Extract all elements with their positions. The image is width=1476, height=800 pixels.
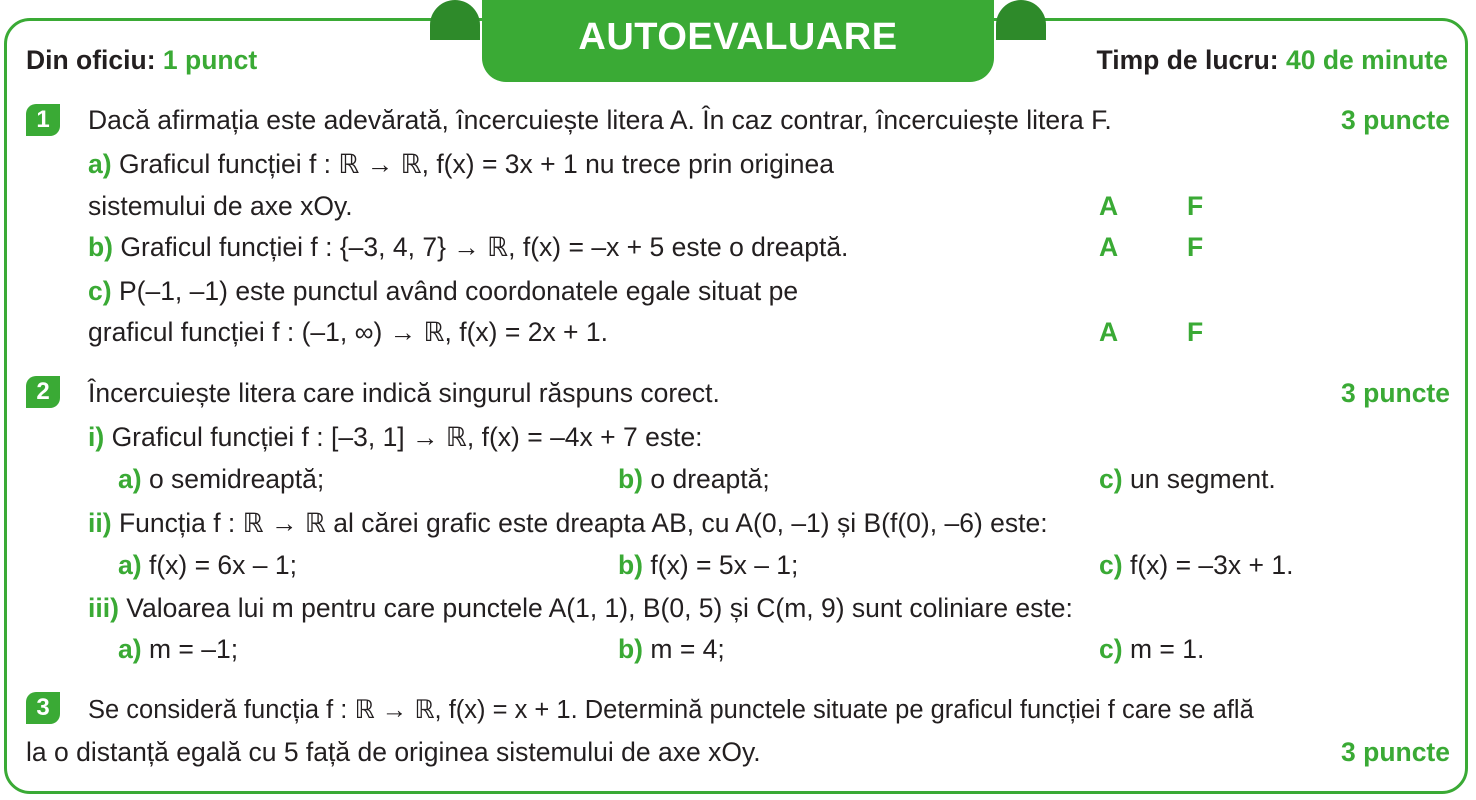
- exercise-1-instruction: Dacă afirmația este adevărată, încercuiește litera A. În caz contrar, încercuiește litera F.: [88, 105, 1112, 135]
- option-label: c): [1099, 550, 1123, 580]
- exercise-2-instruction: Încercuiește litera care indică singurul răspuns corect.: [88, 378, 720, 408]
- option-text: o semidreaptă;: [148, 464, 325, 494]
- ex2-iii-option-a[interactable]: [118, 633, 238, 665]
- ex1-c-line2: graficul funcției f : (–1, ∞) → ℝ, f(x) = 2x + 1.: [88, 317, 608, 347]
- ex2-iii-text: Valoarea lui m pentru care punctele A(1, 1), B(0, 5) și C(m, 9) sunt coliniare este:: [126, 593, 1073, 623]
- tab-right-ornament: [996, 0, 1046, 40]
- option-text: f(x) = 5x – 1;: [650, 550, 799, 580]
- option-label: b): [618, 550, 644, 580]
- ex1-c-text: P(–1, –1) este punctul având coordonatele egale situat pe: [118, 276, 799, 306]
- option-label: c): [1099, 634, 1123, 664]
- ex2-ii-option-a[interactable]: [118, 549, 297, 581]
- ex1-a-text: Graficul funcției f : ℝ → ℝ, f(x) = 3x + 1 nu trece prin originea: [118, 149, 835, 179]
- ex2-i-option-c[interactable]: [1099, 463, 1276, 495]
- ex2-iii-option-c[interactable]: [1099, 633, 1204, 665]
- header-right-label: Timp de lucru:: [1096, 45, 1279, 75]
- ex1-b-label: b): [88, 232, 114, 262]
- option-text: o dreaptă;: [650, 464, 770, 494]
- ex1-c-option-F[interactable]: F: [1187, 317, 1204, 347]
- option-text: m = 4;: [650, 634, 725, 664]
- ex2-ii-option-b[interactable]: [618, 549, 798, 581]
- ex1-b-option-F[interactable]: F: [1187, 232, 1204, 262]
- exercise-1-number: 1: [26, 104, 60, 136]
- ex1-b-line1: [88, 231, 848, 263]
- ex2-i-question: [88, 421, 703, 453]
- option-text: m = –1;: [148, 634, 239, 664]
- ex2-ii-option-c[interactable]: [1099, 549, 1293, 581]
- ex2-ii-question: [88, 507, 1048, 539]
- ex2-i-text: Graficul funcției f : [–3, 1] → ℝ, f(x) = –4x + 7 este:: [111, 422, 703, 452]
- ex1-a-label: a): [88, 149, 112, 179]
- ex2-ii-text: Funcția f : ℝ → ℝ al cărei grafic este dreapta AB, cu A(0, –1) și B(f(0), –6) este:: [118, 508, 1048, 538]
- page-title: AUTOEVALUARE: [578, 16, 898, 58]
- ex1-a-option-F[interactable]: F: [1187, 191, 1204, 221]
- ex2-i-label: i): [88, 422, 105, 452]
- ex2-iii-option-b[interactable]: [618, 633, 725, 665]
- header-left: [26, 44, 257, 76]
- ex1-c-label: c): [88, 276, 112, 306]
- option-text: f(x) = –3x + 1.: [1129, 550, 1294, 580]
- ex1-c-option-A[interactable]: A: [1099, 317, 1119, 347]
- header-left-label: Din oficiu:: [26, 45, 156, 75]
- header-left-value: 1 punct: [162, 45, 258, 75]
- ex2-iii-question: [88, 592, 1073, 624]
- ex2-i-option-a[interactable]: [118, 463, 324, 495]
- ex2-i-option-b[interactable]: [618, 463, 770, 495]
- option-text: un segment.: [1129, 464, 1276, 494]
- tab-left-ornament: [430, 0, 480, 40]
- ex1-b-text: Graficul funcției f : {–3, 4, 7} → ℝ, f(x) = –x + 5 este o dreaptă.: [120, 232, 849, 262]
- exercise-1-points: 3 puncte: [1341, 105, 1450, 135]
- exercise-2-number: 2: [26, 376, 60, 408]
- exercise-2-points: 3 puncte: [1341, 378, 1450, 408]
- option-label: b): [618, 634, 644, 664]
- header-right: [1097, 44, 1448, 76]
- ex1-a-line2: sistemului de axe xOy.: [88, 191, 353, 221]
- option-label: b): [618, 464, 644, 494]
- exercise-3-line2: la o distanță egală cu 5 față de originea sistemului de axe xOy.: [26, 737, 761, 767]
- option-text: f(x) = 6x – 1;: [148, 550, 297, 580]
- exercise-3-number: 3: [26, 692, 60, 724]
- option-label: c): [1099, 464, 1123, 494]
- option-text: m = 1.: [1129, 634, 1205, 664]
- option-label: a): [118, 464, 142, 494]
- ex2-ii-label: ii): [88, 508, 112, 538]
- header-right-value: 40 de minute: [1286, 45, 1448, 75]
- ex2-iii-label: iii): [88, 593, 119, 623]
- ex1-c-line1: [88, 275, 798, 307]
- ex1-b-option-A[interactable]: A: [1099, 232, 1119, 262]
- ex1-a-option-A[interactable]: A: [1099, 191, 1119, 221]
- option-label: a): [118, 634, 142, 664]
- exercise-3-line1: Se consideră funcția f : ℝ → ℝ, f(x) = x + 1. Determină punctele situate pe graficul funcției f care se află: [88, 696, 1254, 724]
- option-label: a): [118, 550, 142, 580]
- ex1-a-line1: [88, 148, 834, 180]
- exercise-3-points: 3 puncte: [1341, 737, 1450, 767]
